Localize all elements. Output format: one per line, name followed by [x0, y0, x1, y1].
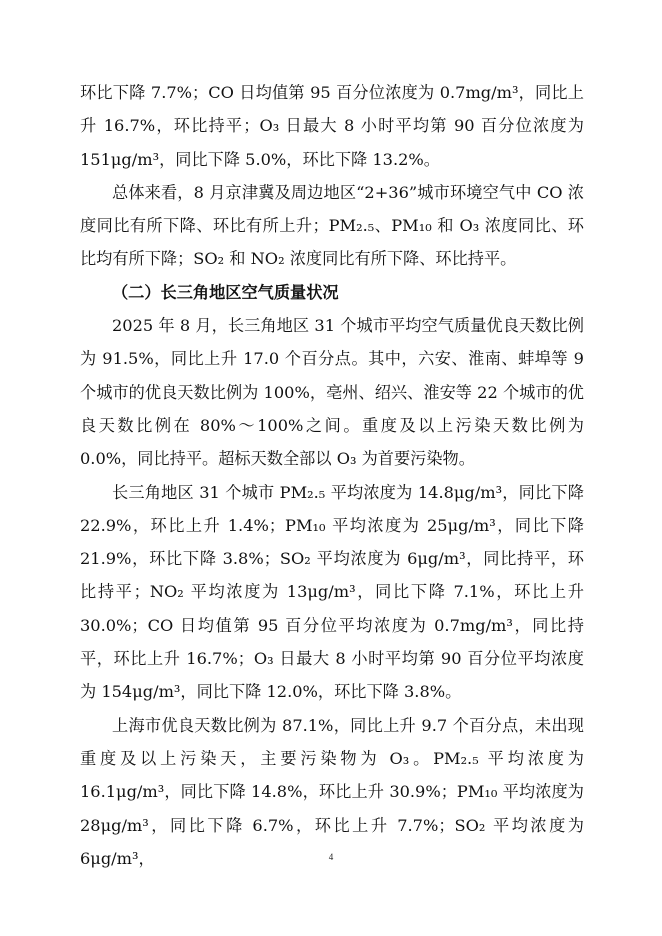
paragraph-summary-jingjinji: 总体来看，8 月京津冀及周边地区“2+36”城市环境空气中 CO 浓度同比有所下降、环比有所上升；PM₂.₅、PM₁₀ 和 O₃ 浓度同比、环比均有所下降；SO₂ 和 NO₂ 浓度同比有所下降、环比持平。	[80, 182, 584, 269]
paragraph-yangtze-good-days: 2025 年 8 月，长三角地区 31 个城市平均空气质量优良天数比例为 91.5%，同比上升 17.0 个百分点。其中，六安、淮南、蚌埠等 9 个城市的优良天数比例为 100%，亳州、绍兴、淮安等 22 个城市的优良天数比例在 80%～100%之间。重度及以上污染天数比例为 0.0%，同比持平。超标天数全部以 O₃ 为首要污染物。	[80, 316, 584, 469]
document-body	[80, 76, 584, 875]
page-number: 4	[328, 852, 334, 862]
paragraph-continuation: 环比下降 7.7%；CO 日均值第 95 百分位浓度为 0.7mg/m³，同比上升 16.7%，环比持平；O₃ 日最大 8 小时平均第 90 百分位浓度为 151μg/m³，同比下降 5.0%，环比下降 13.2%。	[80, 83, 584, 169]
paragraph-shanghai: 上海市优良天数比例为 87.1%，同比上升 9.7 个百分点，未出现重度及以上污染天，主要污染物为 O₃。PM₂.₅ 平均浓度为 16.1μg/m³，同比下降 14.8%，环比上升 30.9%；PM₁₀ 平均浓度为 28μg/m³，同比下降 6.7%，环比上升 7.7%；SO₂ 平均浓度为 6μg/m³，	[80, 715, 584, 868]
section-heading-yangtze-delta: （二）长三角地区空气质量状况	[112, 282, 339, 302]
paragraph-yangtze-pollutants: 长三角地区 31 个城市 PM₂.₅ 平均浓度为 14.8μg/m³，同比下降 22.9%，环比上升 1.4%；PM₁₀ 平均浓度为 25μg/m³，同比下降 21.9%，环比下降 3.8%；SO₂ 平均浓度为 6μg/m³，同比持平，环比持平；NO₂ 平均浓度为 13μg/m³，同比下降 7.1%，环比上升 30.0%；CO 日均值第 95 百分位平均浓度为 0.7mg/m³，同比持平，环比上升 16.7%；O₃ 日最大 8 小时平均第 90 百分位平均浓度为 154μg/m³，同比下降 12.0%，环比下降 3.8%。	[80, 482, 584, 702]
